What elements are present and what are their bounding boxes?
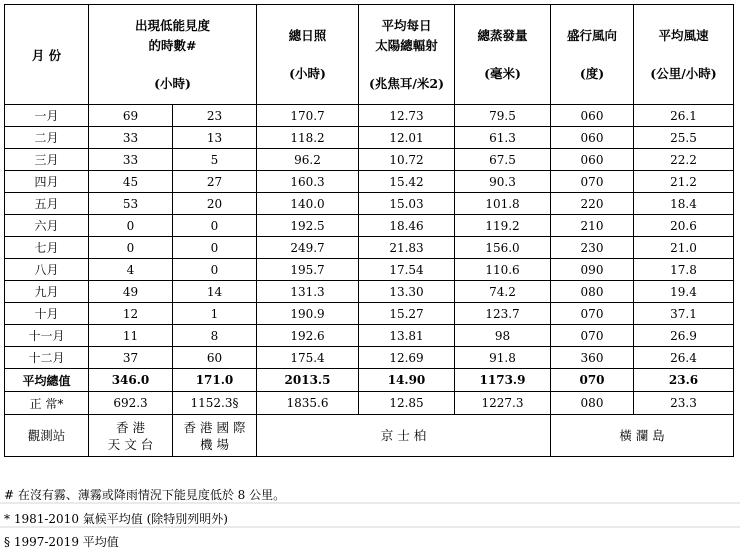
cell-wind-dir: 070 xyxy=(551,325,634,347)
cell-vis-hkia: 5 xyxy=(173,149,257,171)
header-row xyxy=(5,5,734,105)
cell-month: 十月 xyxy=(5,303,89,325)
cell-radiation: 13.30 xyxy=(359,281,455,303)
header-low-visibility-line1: 出現低能見度 xyxy=(134,17,210,33)
cell-month: 二月 xyxy=(5,127,89,149)
cell-wind-dir: 080 xyxy=(551,281,634,303)
cell-vis-hkia: 14 xyxy=(173,281,257,303)
normal-vis-hko: 692.3 xyxy=(89,392,173,415)
cell-evaporation: 156.0 xyxy=(455,237,551,259)
cell-evaporation: 110.6 xyxy=(455,259,551,281)
cell-vis-hko: 37 xyxy=(89,347,173,369)
table-row xyxy=(5,193,734,215)
table-row xyxy=(5,347,734,369)
normal-wind-direction: 080 xyxy=(551,392,634,415)
cell-month: 九月 xyxy=(5,281,89,303)
cell-radiation: 10.72 xyxy=(359,149,455,171)
header-wind-direction-label: 盛行風向 xyxy=(566,27,617,43)
header-low-visibility-unit: (小時) xyxy=(154,75,191,91)
table-row xyxy=(5,149,734,171)
header-low-visibility xyxy=(89,5,257,105)
station-hko xyxy=(89,415,173,457)
cell-sunshine: 190.9 xyxy=(257,303,359,325)
cell-radiation: 17.54 xyxy=(359,259,455,281)
table-row xyxy=(5,171,734,193)
cell-sunshine: 249.7 xyxy=(257,237,359,259)
cell-radiation: 18.46 xyxy=(359,215,455,237)
cell-wind-dir: 090 xyxy=(551,259,634,281)
cell-evaporation: 79.5 xyxy=(455,105,551,127)
cell-wind-dir: 230 xyxy=(551,237,634,259)
header-radiation-line1: 平均每日 xyxy=(381,17,432,33)
station-hkia xyxy=(173,415,257,457)
cell-vis-hko: 53 xyxy=(89,193,173,215)
cell-wind-speed: 21.0 xyxy=(634,237,734,259)
cell-evaporation: 98 xyxy=(455,325,551,347)
station-hkia-line1: 香 港 國 際 xyxy=(183,419,246,435)
header-month: 月 份 xyxy=(5,5,89,105)
cell-sunshine: 175.4 xyxy=(257,347,359,369)
cell-month: 一月 xyxy=(5,105,89,127)
cell-radiation: 13.81 xyxy=(359,325,455,347)
header-radiation-unit: (兆焦耳/米2) xyxy=(368,75,445,91)
cell-wind-dir: 060 xyxy=(551,127,634,149)
cell-radiation: 15.42 xyxy=(359,171,455,193)
cell-wind-dir: 070 xyxy=(551,171,634,193)
header-sunshine-unit: (小時) xyxy=(289,65,326,81)
cell-vis-hkia: 60 xyxy=(173,347,257,369)
cell-wind-speed: 26.1 xyxy=(634,105,734,127)
cell-evaporation: 119.2 xyxy=(455,215,551,237)
total-wind-speed: 23.6 xyxy=(634,369,734,392)
cell-vis-hkia: 8 xyxy=(173,325,257,347)
cell-evaporation: 74.2 xyxy=(455,281,551,303)
header-low-visibility-line2: 的時數# xyxy=(148,37,197,53)
cell-wind-speed: 37.1 xyxy=(634,303,734,325)
cell-wind-dir: 210 xyxy=(551,215,634,237)
cell-sunshine: 118.2 xyxy=(257,127,359,149)
normal-row xyxy=(5,392,734,415)
table-row xyxy=(5,303,734,325)
cell-evaporation: 90.3 xyxy=(455,171,551,193)
cell-vis-hkia: 0 xyxy=(173,237,257,259)
cell-evaporation: 61.3 xyxy=(455,127,551,149)
table-row xyxy=(5,127,734,149)
cell-evaporation: 123.7 xyxy=(455,303,551,325)
normal-evaporation: 1227.3 xyxy=(455,392,551,415)
cell-vis-hkia: 0 xyxy=(173,259,257,281)
header-radiation xyxy=(359,5,455,105)
cell-wind-dir: 060 xyxy=(551,149,634,171)
cell-wind-speed: 21.2 xyxy=(634,171,734,193)
cell-month: 八月 xyxy=(5,259,89,281)
cell-wind-speed: 18.4 xyxy=(634,193,734,215)
header-wind-speed-label: 平均風速 xyxy=(658,27,709,43)
cell-sunshine: 96.2 xyxy=(257,149,359,171)
cell-vis-hko: 0 xyxy=(89,215,173,237)
cell-sunshine: 195.7 xyxy=(257,259,359,281)
cell-month: 五月 xyxy=(5,193,89,215)
cell-vis-hko: 69 xyxy=(89,105,173,127)
cell-wind-speed: 25.5 xyxy=(634,127,734,149)
cell-vis-hkia: 20 xyxy=(173,193,257,215)
total-vis-hkia: 171.0 xyxy=(173,369,257,392)
footnote-normal-period: * 1981-2010 氣候平均值 (除特別列明外) xyxy=(4,512,228,526)
cell-radiation: 12.01 xyxy=(359,127,455,149)
cell-sunshine: 160.3 xyxy=(257,171,359,193)
cell-wind-dir: 060 xyxy=(551,105,634,127)
cell-vis-hko: 11 xyxy=(89,325,173,347)
cell-vis-hkia: 13 xyxy=(173,127,257,149)
station-hkia-line2: 機 場 xyxy=(200,436,229,452)
header-evaporation xyxy=(455,5,551,105)
cell-evaporation: 91.8 xyxy=(455,347,551,369)
cell-vis-hko: 49 xyxy=(89,281,173,303)
cell-wind-speed: 20.6 xyxy=(634,215,734,237)
normal-label: 正 常* xyxy=(5,392,89,415)
cell-wind-dir: 360 xyxy=(551,347,634,369)
station-row xyxy=(5,415,734,457)
total-sunshine: 2013.5 xyxy=(257,369,359,392)
header-wind-direction-unit: (度) xyxy=(579,65,605,81)
table-row xyxy=(5,215,734,237)
cell-vis-hko: 4 xyxy=(89,259,173,281)
normal-vis-hkia: 1152.3§ xyxy=(173,392,257,415)
cell-evaporation: 67.5 xyxy=(455,149,551,171)
cell-sunshine: 140.0 xyxy=(257,193,359,215)
cell-month: 十二月 xyxy=(5,347,89,369)
normal-wind-speed: 23.3 xyxy=(634,392,734,415)
cell-evaporation: 101.8 xyxy=(455,193,551,215)
cell-vis-hkia: 27 xyxy=(173,171,257,193)
total-vis-hko: 346.0 xyxy=(89,369,173,392)
cell-wind-speed: 17.8 xyxy=(634,259,734,281)
header-evaporation-unit: (毫米) xyxy=(484,65,521,81)
total-radiation: 14.90 xyxy=(359,369,455,392)
cell-month: 三月 xyxy=(5,149,89,171)
cell-month: 六月 xyxy=(5,215,89,237)
climate-table xyxy=(4,4,734,457)
cell-radiation: 21.83 xyxy=(359,237,455,259)
normal-radiation: 12.85 xyxy=(359,392,455,415)
cell-wind-speed: 22.2 xyxy=(634,149,734,171)
station-kingspark: 京 士 柏 xyxy=(257,415,551,457)
station-hko-line1: 香 港 xyxy=(116,419,145,435)
cell-month: 十一月 xyxy=(5,325,89,347)
cell-radiation: 15.27 xyxy=(359,303,455,325)
table-row xyxy=(5,237,734,259)
header-sunshine-label: 總日照 xyxy=(288,27,327,43)
cell-vis-hko: 33 xyxy=(89,127,173,149)
normal-sunshine: 1835.6 xyxy=(257,392,359,415)
cell-vis-hkia: 1 xyxy=(173,303,257,325)
footnote-low-visibility: # 在沒有霧、薄霧或降雨情況下能見度低於 8 公里。 xyxy=(4,488,286,502)
station-hko-line2: 天 文 台 xyxy=(107,436,154,452)
station-label: 觀測站 xyxy=(5,415,89,457)
cell-sunshine: 131.3 xyxy=(257,281,359,303)
cell-month: 四月 xyxy=(5,171,89,193)
cell-sunshine: 192.5 xyxy=(257,215,359,237)
cell-vis-hkia: 23 xyxy=(173,105,257,127)
cell-wind-dir: 220 xyxy=(551,193,634,215)
cell-sunshine: 170.7 xyxy=(257,105,359,127)
total-wind-direction: 070 xyxy=(551,369,634,392)
table-row xyxy=(5,105,734,127)
total-label: 平均總值 xyxy=(5,369,89,392)
table-row xyxy=(5,325,734,347)
cell-wind-dir: 070 xyxy=(551,303,634,325)
table-row xyxy=(5,281,734,303)
header-wind-speed xyxy=(634,5,734,105)
header-evaporation-label: 總蒸發量 xyxy=(477,27,528,43)
header-wind-direction xyxy=(551,5,634,105)
cell-vis-hkia: 0 xyxy=(173,215,257,237)
header-wind-speed-unit: (公里/小時) xyxy=(650,65,717,81)
header-radiation-line2: 太陽總輻射 xyxy=(375,37,438,53)
cell-vis-hko: 12 xyxy=(89,303,173,325)
cell-sunshine: 192.6 xyxy=(257,325,359,347)
cell-wind-speed: 26.9 xyxy=(634,325,734,347)
footnote-section-period: § 1997-2019 平均值 xyxy=(4,535,119,549)
header-sunshine xyxy=(257,5,359,105)
cell-vis-hko: 0 xyxy=(89,237,173,259)
month-rows xyxy=(5,105,734,369)
cell-radiation: 12.73 xyxy=(359,105,455,127)
table-row xyxy=(5,259,734,281)
cell-wind-speed: 19.4 xyxy=(634,281,734,303)
total-evaporation: 1173.9 xyxy=(455,369,551,392)
cell-radiation: 12.69 xyxy=(359,347,455,369)
station-waglan: 橫 瀾 島 xyxy=(551,415,734,457)
cell-month: 七月 xyxy=(5,237,89,259)
total-row xyxy=(5,369,734,392)
cell-vis-hko: 45 xyxy=(89,171,173,193)
cell-radiation: 15.03 xyxy=(359,193,455,215)
cell-wind-speed: 26.4 xyxy=(634,347,734,369)
cell-vis-hko: 33 xyxy=(89,149,173,171)
